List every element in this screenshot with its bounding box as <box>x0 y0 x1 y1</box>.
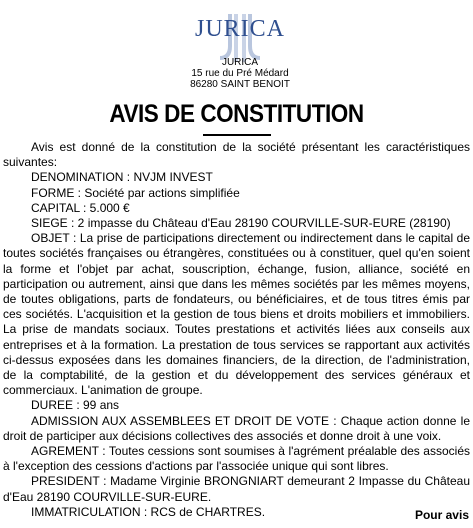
intro-paragraph: Avis est donné de la constitution de la société présentant les caractéristiques suivantes: <box>3 140 470 170</box>
president-paragraph: PRESIDENT : Madame Virginie BRONGNIART demeurant 2 Impasse du Château d'Eau 28190 COURVILLE-SUR-EURE. <box>3 474 470 504</box>
title-underline <box>203 134 271 136</box>
address-name: JURICA <box>221 57 259 68</box>
objet-paragraph: OBJET : La prise de participations directement ou indirectement dans le capital de toutes sociétés françaises ou étrangères, constituées ou à constituer, quel qu'en soient la forme et l'objet par achat, souscription, échange, fusion, alliance, société en participation ou autrement, ainsi que dans les mêmes sociétés par les mêmes moyens, de toutes obligations, parts de fondateurs, ou bénéficiaires, et de tous titres émis par ces sociétés. L'acquisition et la gestion de tous biens et droits mobiliers et immobiliers. La prise de mandats sociaux. Toutes prestations et activités liées aux conseils aux entreprises et à la formation. La prestation de tous services se rapportant aux activités ci-dessus exposées dans les domaines financiers, de la direction, de l'administration, de la comptabilité, de la gestion et du développement des services généraux et commerciaux. L'animation de groupe. <box>3 231 470 398</box>
pour-avis-signature: Pour avis <box>414 508 469 522</box>
duree-line: DUREE : 99 ans <box>31 398 120 413</box>
agrement-paragraph: AGREMENT : Toutes cessions sont soumises à l'agrément préalable des associés à l'exception des cessions d'actions par l'associée unique qui sont libres. <box>3 444 470 474</box>
notice-body <box>3 140 470 520</box>
notice-title: AVIS DE CONSTITUTION <box>109 100 364 128</box>
immatriculation-line: IMMATRICULATION : RCS de CHARTRES. <box>31 504 266 519</box>
address-city: 86280 SAINT BENOIT <box>190 79 290 90</box>
siege-line: SIEGE : 2 impasse du Château d'Eau 28190 COURVILLE-SUR-EURE (28190) <box>31 216 451 231</box>
admission-paragraph: ADMISSION AUX ASSEMBLEES ET DROIT DE VOTE : Chaque action donne le droit de participer aux décisions collectives des associés et donne droit à une voix. <box>3 413 470 443</box>
logo-wordmark: JURICA <box>194 16 285 42</box>
capital-line: CAPITAL : 5.000 € <box>31 200 130 215</box>
company-address <box>180 57 300 90</box>
denomination-line: DENOMINATION : NVJM INVEST <box>31 170 213 185</box>
forme-line: FORME : Société par actions simplifiée <box>31 185 240 200</box>
address-street: 15 rue du Pré Médard <box>191 68 289 79</box>
